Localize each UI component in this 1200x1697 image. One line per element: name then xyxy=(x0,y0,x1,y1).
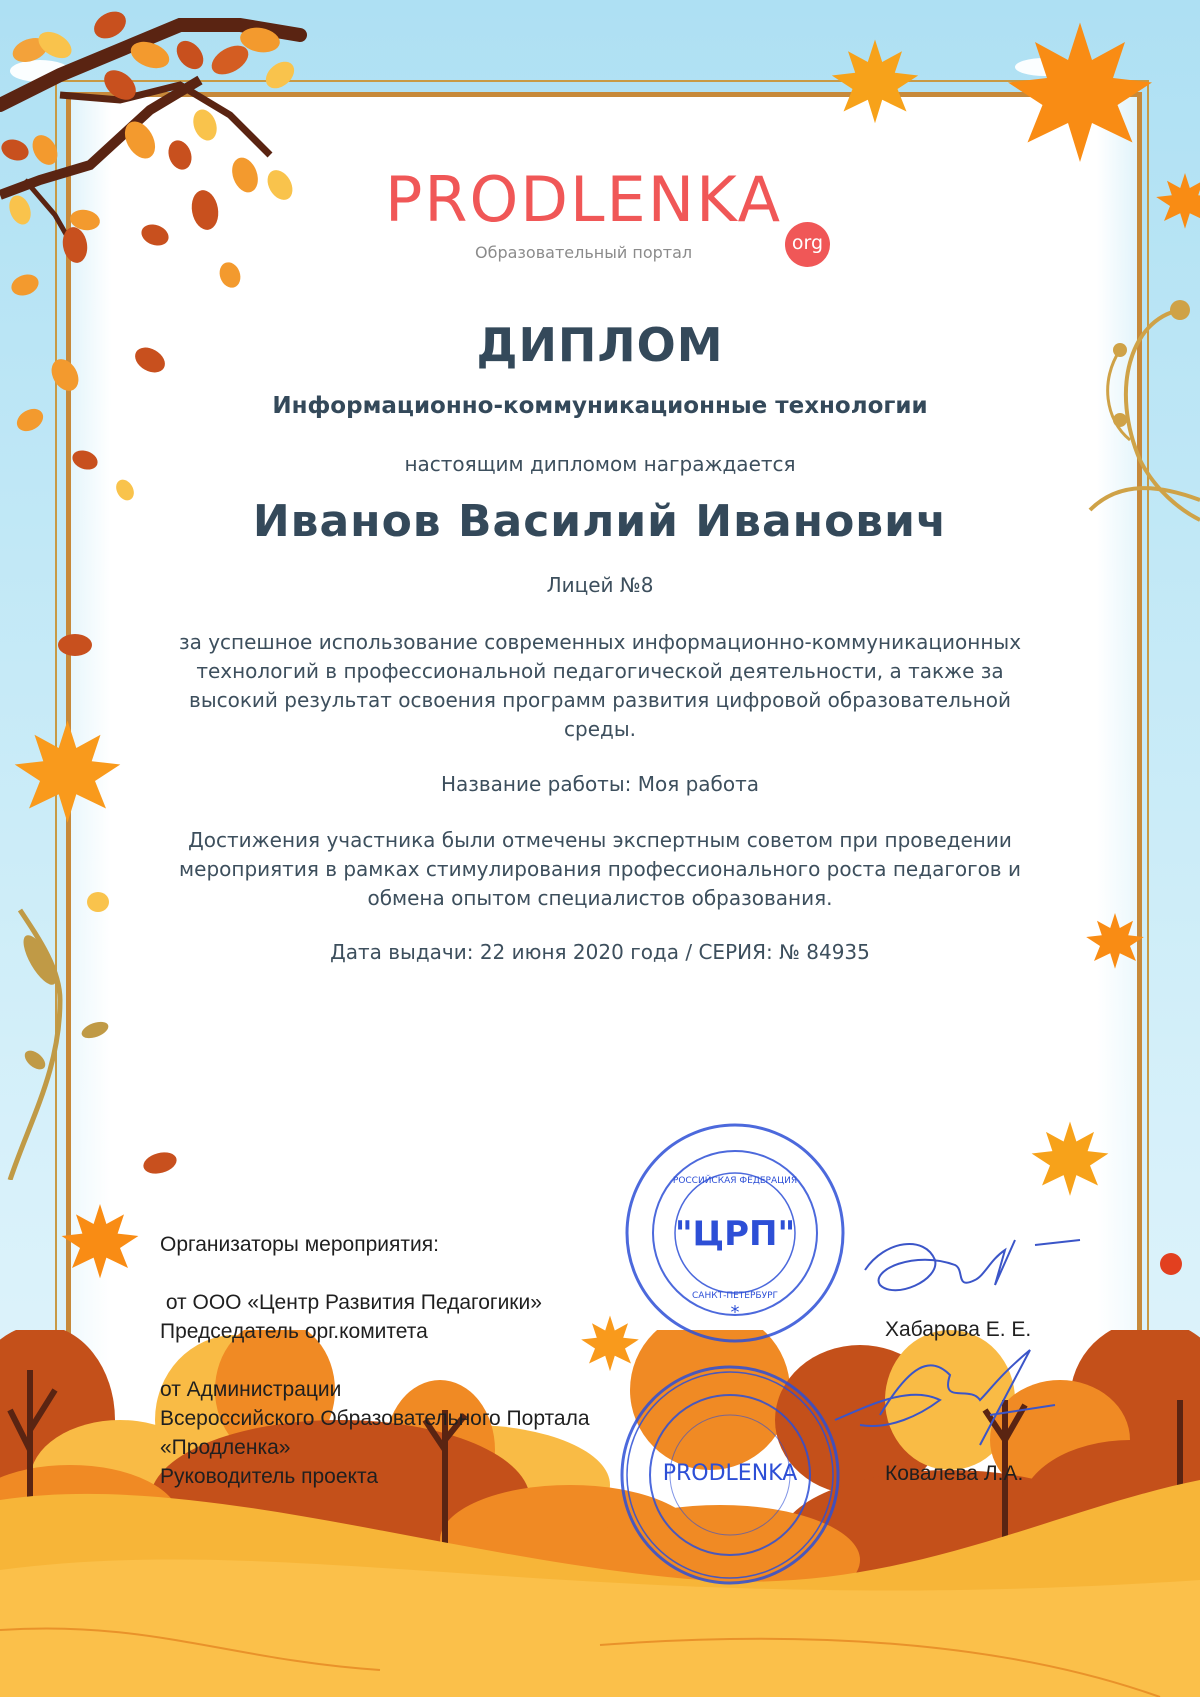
award-reason: за успешное использование современных информационно-коммуникационных технологий в профессиональной педагогической деятельности, а также за высокий результат освоения программ развития цифровой образовательной среды. xyxy=(178,630,1022,741)
signer-2-name: Ковалева Л.А. xyxy=(885,1462,1024,1485)
maple-leaf-icon xyxy=(1085,910,1145,970)
svg-text:САНКТ-ПЕТЕРБУРГ: САНКТ-ПЕТЕРБУРГ xyxy=(692,1291,778,1301)
maple-leaf-icon xyxy=(1155,160,1200,240)
organizer-1-role: Председатель орг.комитета xyxy=(160,1320,428,1343)
prodlenka-seal-stamp-icon xyxy=(615,1360,845,1590)
organizer-2-line-3: «Продленка» xyxy=(160,1436,291,1459)
organizer-2-line-1: от Администрации xyxy=(160,1378,342,1401)
achievement-text: Достижения участника были отмечены экспертным советом при проведении мероприятия в рамках стимулирования профессионального роста педагогов и обмена опытом специалистов образования. xyxy=(179,828,1021,910)
maple-leaf-icon xyxy=(1030,1115,1110,1200)
signature-2-icon xyxy=(830,1345,1060,1460)
organizer-2-line-2: Всероссийского Образовательного Портала xyxy=(160,1407,590,1430)
maple-leaf-icon xyxy=(830,35,920,125)
maple-leaf-icon xyxy=(60,1200,140,1280)
autumn-branch-icon xyxy=(0,0,380,300)
svg-text:РОССИЙСКАЯ ФЕДЕРАЦИЯ: РОССИЙСКАЯ ФЕДЕРАЦИЯ xyxy=(672,1176,798,1186)
crp-seal-stamp-icon xyxy=(620,1118,850,1348)
recipient-organization: Лицей №8 xyxy=(546,573,654,597)
gold-floral-ornament-icon xyxy=(1060,270,1200,540)
gold-vine-ornament-icon xyxy=(0,900,120,1180)
organizers-block xyxy=(160,1230,590,1491)
diploma-subtitle: Информационно-коммуникационные технологии xyxy=(272,393,928,419)
issue-date-series: Дата выдачи: 22 июня 2020 года / СЕРИЯ: № 84935 xyxy=(330,940,870,964)
diploma-title: ДИПЛОМ xyxy=(476,318,724,372)
svg-text:PRODLENKA: PRODLENKA xyxy=(662,1461,798,1486)
berry-icon xyxy=(1160,1253,1182,1275)
signature-1-icon xyxy=(855,1220,1085,1310)
svg-text:"ЦРП": "ЦРП" xyxy=(674,1214,796,1254)
maple-leaf-icon xyxy=(1005,15,1155,165)
prodlenka-logo xyxy=(385,165,825,265)
logo-tagline: Образовательный портал xyxy=(475,243,693,262)
organizer-2-role: Руководитель проекта xyxy=(160,1465,379,1488)
recipient-name: Иванов Василий Иванович xyxy=(252,496,948,547)
awarded-line: настоящим дипломом награждается xyxy=(404,452,796,476)
organizer-1-name: от ООО «Центр Развития Педагогики» xyxy=(160,1291,542,1314)
logo-wordmark: PRODLENKA xyxy=(385,163,783,236)
svg-text:*: * xyxy=(730,1302,740,1323)
logo-org-badge: org xyxy=(785,222,830,267)
work-name: Название работы: Моя работа xyxy=(440,772,760,796)
signer-1-name: Хабарова Е. Е. xyxy=(885,1318,1032,1341)
organizers-heading: Организаторы мероприятия: xyxy=(160,1233,439,1256)
